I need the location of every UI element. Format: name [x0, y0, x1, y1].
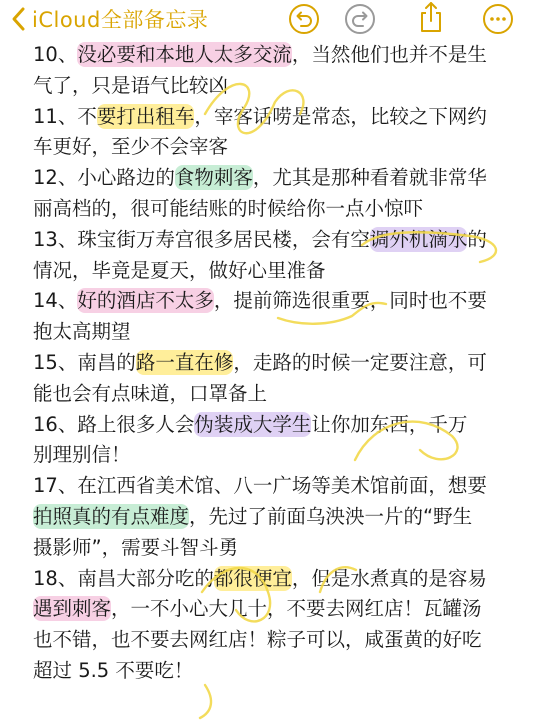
note-line	[33, 256, 513, 287]
undo-icon	[287, 2, 321, 36]
note-line	[33, 71, 513, 102]
note-text: ，先过了前面乌泱泱一片的“野生	[189, 504, 473, 528]
note-line	[33, 656, 513, 687]
back-label: iCloud全部备忘录	[32, 8, 209, 32]
note-text: 18、南昌大部分吃的	[33, 566, 214, 590]
note-line	[33, 194, 513, 225]
note-line	[33, 317, 513, 348]
note-text: 17、在江西省美术馆、八一广场等美术馆前面，想要	[33, 474, 487, 498]
note-toolbar	[0, 0, 540, 40]
note-text: 车更好，至少不会宰客	[33, 135, 229, 159]
note-text: 超过 5.5 不要吃！	[33, 658, 194, 682]
note-text: 别理别信！	[33, 443, 131, 467]
highlighted-text: 拍照真的有点难度	[33, 504, 190, 528]
note-line	[33, 410, 513, 441]
note-line	[33, 286, 513, 317]
note-text: 15、南昌的	[33, 350, 136, 374]
highlighted-text: 食物刺客	[174, 166, 253, 190]
note-text: ，尤其是那种看着就非常华	[252, 166, 487, 190]
note-line	[33, 594, 513, 625]
note-text: 让你加东西，千万	[311, 412, 468, 436]
chevron-left-icon	[10, 6, 28, 32]
note-text: 10、	[33, 43, 78, 66]
note-line	[33, 564, 513, 595]
note-line	[33, 348, 513, 379]
note-body[interactable]	[33, 40, 513, 687]
note-text: 情况，毕竟是夏天，做好心里准备	[33, 258, 326, 282]
note-line	[33, 502, 513, 533]
highlighted-text: 都很便宜	[213, 566, 292, 590]
share-icon	[414, 0, 448, 34]
note-line	[33, 163, 513, 194]
note-line	[33, 132, 513, 163]
back-to-all-notes-button[interactable]	[10, 3, 208, 35]
note-line	[33, 533, 513, 564]
note-line	[33, 379, 513, 410]
note-line	[33, 102, 513, 133]
note-text: 抱太高期望	[33, 320, 131, 344]
note-text: ，一不小心大几十，不要去网红店！瓦罐汤	[111, 597, 482, 621]
note-line	[33, 471, 513, 502]
note-text: 13、珠宝街万寿宫很多居民楼，会有空	[33, 227, 370, 251]
note-line	[33, 625, 513, 656]
more-icon	[481, 2, 515, 36]
note-line	[33, 40, 513, 71]
note-text: ，当然他们也并不是生	[291, 43, 487, 66]
highlighted-text: 好的酒店不太多	[77, 289, 214, 313]
highlighted-text: 伪装成大学生	[194, 412, 312, 436]
highlighted-text: 没必要和本地人太多交流	[77, 43, 292, 66]
share-button[interactable]	[414, 0, 448, 34]
highlighted-text: 要打出租车	[96, 104, 195, 128]
highlighted-text: 路一直在修	[135, 350, 234, 374]
redo-button[interactable]	[343, 2, 377, 36]
highlighted-text: 调外机滴水	[369, 227, 468, 251]
note-text: ，但是水煮真的是容易	[291, 566, 487, 590]
note-text: 也不错，也不要去网红店！粽子可以，咸蛋黄的好吃	[33, 628, 482, 652]
note-text: 11、不	[33, 104, 97, 128]
note-text: 16、路上很多人会	[33, 412, 195, 436]
note-text: 丽高档的，很可能结账的时候给你一点小惊吓	[33, 196, 424, 220]
note-line	[33, 225, 513, 256]
note-text: ，提前筛选很重要，同时也不要	[213, 289, 487, 313]
note-text: 的	[467, 227, 487, 251]
note-text: 能也会有点味道，口罩备上	[33, 381, 268, 405]
note-text: 摄影师”，需要斗智斗勇	[33, 535, 239, 559]
redo-icon	[343, 2, 377, 36]
note-text: 气了，只是语气比较凶	[33, 73, 229, 97]
highlighted-text: 遇到刺客	[33, 597, 112, 621]
undo-button[interactable]	[287, 2, 321, 36]
note-text: ，宰客话唠是常态，比较之下网约	[194, 104, 487, 128]
note-text: ，走路的时候一定要注意，可	[233, 350, 487, 374]
note-text: 12、小心路边的	[33, 166, 175, 190]
note-text: 14、	[33, 289, 78, 313]
more-options-button[interactable]	[481, 2, 515, 36]
note-line	[33, 440, 513, 471]
